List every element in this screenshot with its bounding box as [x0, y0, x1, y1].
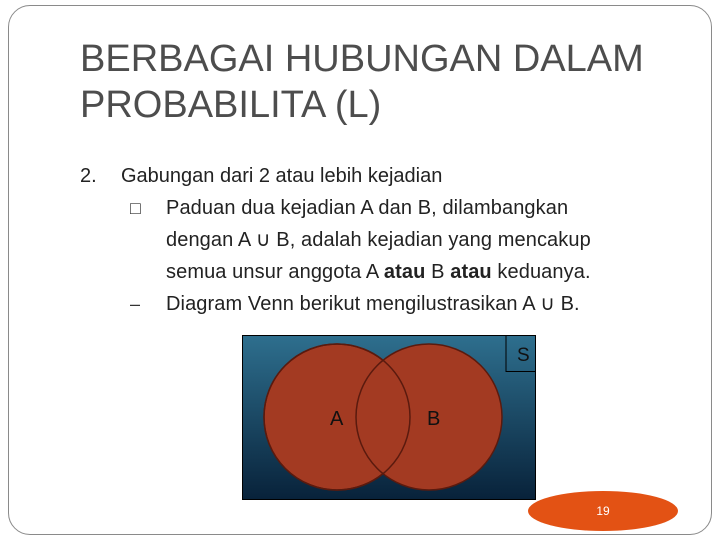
- sub-item-2: [80, 288, 700, 320]
- sub-item-2-text: Diagram Venn berikut mengilustrasikan A ∪ B.: [166, 293, 580, 315]
- title-line-2: PROBABILITA (L): [80, 84, 382, 126]
- sub-item-1-line-1: [80, 192, 700, 224]
- slide-title: [80, 36, 700, 128]
- venn-label-b: B: [427, 408, 441, 430]
- bold-atau-1: atau: [383, 261, 426, 283]
- union-symbol: ∪: [540, 293, 555, 315]
- list-number: 2.: [80, 165, 97, 187]
- union-symbol: ∪: [255, 229, 271, 251]
- title-line-1: BERBAGAI HUBUNGAN DALAM: [80, 38, 644, 80]
- page-number-badge: [528, 491, 678, 531]
- venn-label-a: A: [330, 408, 344, 430]
- sub-item-1-text-line-2: dengan A ∪ B, adalah kejadian yang mencakup: [166, 229, 591, 251]
- point-text: Gabungan dari 2 atau lebih kejadian: [121, 165, 443, 187]
- sub-item-1-text-line-1: Paduan dua kejadian A dan B, dilambangkan: [166, 197, 569, 219]
- list-item-point-2: [80, 160, 700, 192]
- slide-content: [80, 160, 700, 320]
- venn-universe-label: S: [517, 345, 530, 366]
- page-number: 19: [596, 504, 610, 518]
- venn-diagram: [242, 335, 536, 500]
- sub-item-1-line-2: [80, 224, 700, 256]
- sub-item-1-text-line-3: semua unsur anggota A atau B atau keduanya.: [166, 261, 591, 283]
- bold-atau-2: atau: [450, 261, 492, 283]
- sub-item-1-line-3: [80, 256, 700, 288]
- dash-bullet-icon: –: [130, 294, 141, 314]
- square-bullet-icon: □: [130, 198, 141, 218]
